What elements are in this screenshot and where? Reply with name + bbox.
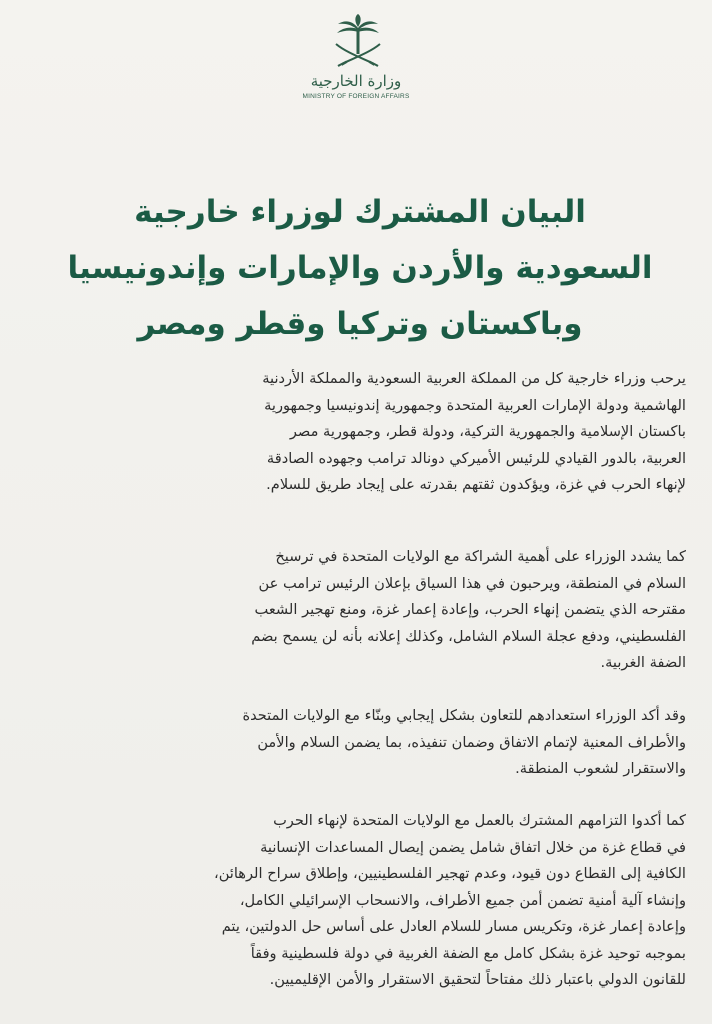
- paragraph-partnership: [38, 544, 686, 677]
- paragraph-line: والاستقرار لشعوب المنطقة.: [515, 760, 686, 777]
- ministry-name-arabic: وزارة الخارجية: [310, 72, 402, 90]
- title-line: السعودية والأردن والإمارات وإندونيسيا: [67, 250, 653, 286]
- paragraph-line: الكافية إلى القطاع دون قيود، وعدم تهجير الفلسطينيين، وإطلاق سراح الرهائن،: [213, 865, 686, 882]
- paragraph-line: في قطاع غزة من خلال اتفاق شامل يضمن إيصال المساعدات الإنسانية: [260, 838, 686, 856]
- paragraph-line: السلام في المنطقة، ويرحبون في هذا السياق بإعلان الرئيس ترامب عن: [258, 574, 686, 592]
- paragraph-cooperation: [38, 703, 686, 783]
- paragraph-welcome: [38, 366, 686, 499]
- paragraph-line: الفلسطيني، ودفع عجلة السلام الشامل، وكذلك إعلانه بأنه لن يسمح بضم: [251, 627, 686, 645]
- paragraph-line: بموجبه توحيد غزة بشكل كامل مع الضفة الغربية في دولة فلسطينية وفقاً: [250, 944, 686, 962]
- statement-title: [40, 184, 680, 352]
- paragraph-line: باكستان الإسلامية والجمهورية التركية، ودولة قطر، وجمهورية مصر: [289, 423, 686, 440]
- paragraph-line: كما أكدوا التزامهم المشترك بالعمل مع الولايات المتحدة لإنهاء الحرب: [273, 812, 686, 829]
- paragraph-line: مقترحه الذي يتضمن إنهاء الحرب، وإعادة إعمار غزة، ومنع تهجير الشعب: [254, 601, 686, 618]
- paragraph-line: العربية، بالدور القيادي للرئيس الأميركي دونالد ترامب وجهوده الصادقة: [266, 449, 686, 467]
- title-line: البيان المشترك لوزراء خارجية: [134, 194, 586, 230]
- paragraph-commitment: [38, 808, 686, 994]
- paragraph-line: الهاشمية ودولة الإمارات العربية المتحدة وجمهورية إندونيسيا وجمهورية: [264, 396, 686, 414]
- ministry-name-english: MINISTRY OF FOREIGN AFFAIRS: [302, 93, 410, 100]
- paragraph-line: وإعادة إعمار غزة، وتكريس مسار للسلام العادل على أساس حل الدولتين، يتم: [221, 918, 686, 935]
- paragraph-line: والأطراف المعنية لإتمام الاتفاق وضمان تنفيذه، بما يضمن السلام والأمن: [257, 733, 686, 751]
- paragraph-line: الضفة الغربية.: [600, 654, 686, 671]
- paragraph-line: وإنشاء آلية أمنية تضمن أمن جميع الأطراف، والانسحاب الإسرائيلي الكامل،: [239, 891, 686, 909]
- paragraph-line: وقد أكد الوزراء استعدادهم للتعاون بشكل إيجابي وبنّاء مع الولايات المتحدة: [242, 707, 686, 724]
- paragraph-line: يرحب وزراء خارجية كل من المملكة العربية السعودية والمملكة الأردنية: [262, 370, 686, 387]
- title-line: وباكستان وتركيا وقطر ومصر: [137, 306, 583, 342]
- paragraph-line: للقانون الدولي باعتبار ذلك مفتاحاً لتحقيق الاستقرار والأمن الإقليميين.: [269, 971, 686, 988]
- paragraph-line: كما يشدد الوزراء على أهمية الشراكة مع الولايات المتحدة في ترسيخ: [275, 548, 686, 565]
- paragraph-line: لإنهاء الحرب في غزة، ويؤكدون ثقتهم بقدرته على إيجاد طريق للسلام.: [266, 476, 686, 493]
